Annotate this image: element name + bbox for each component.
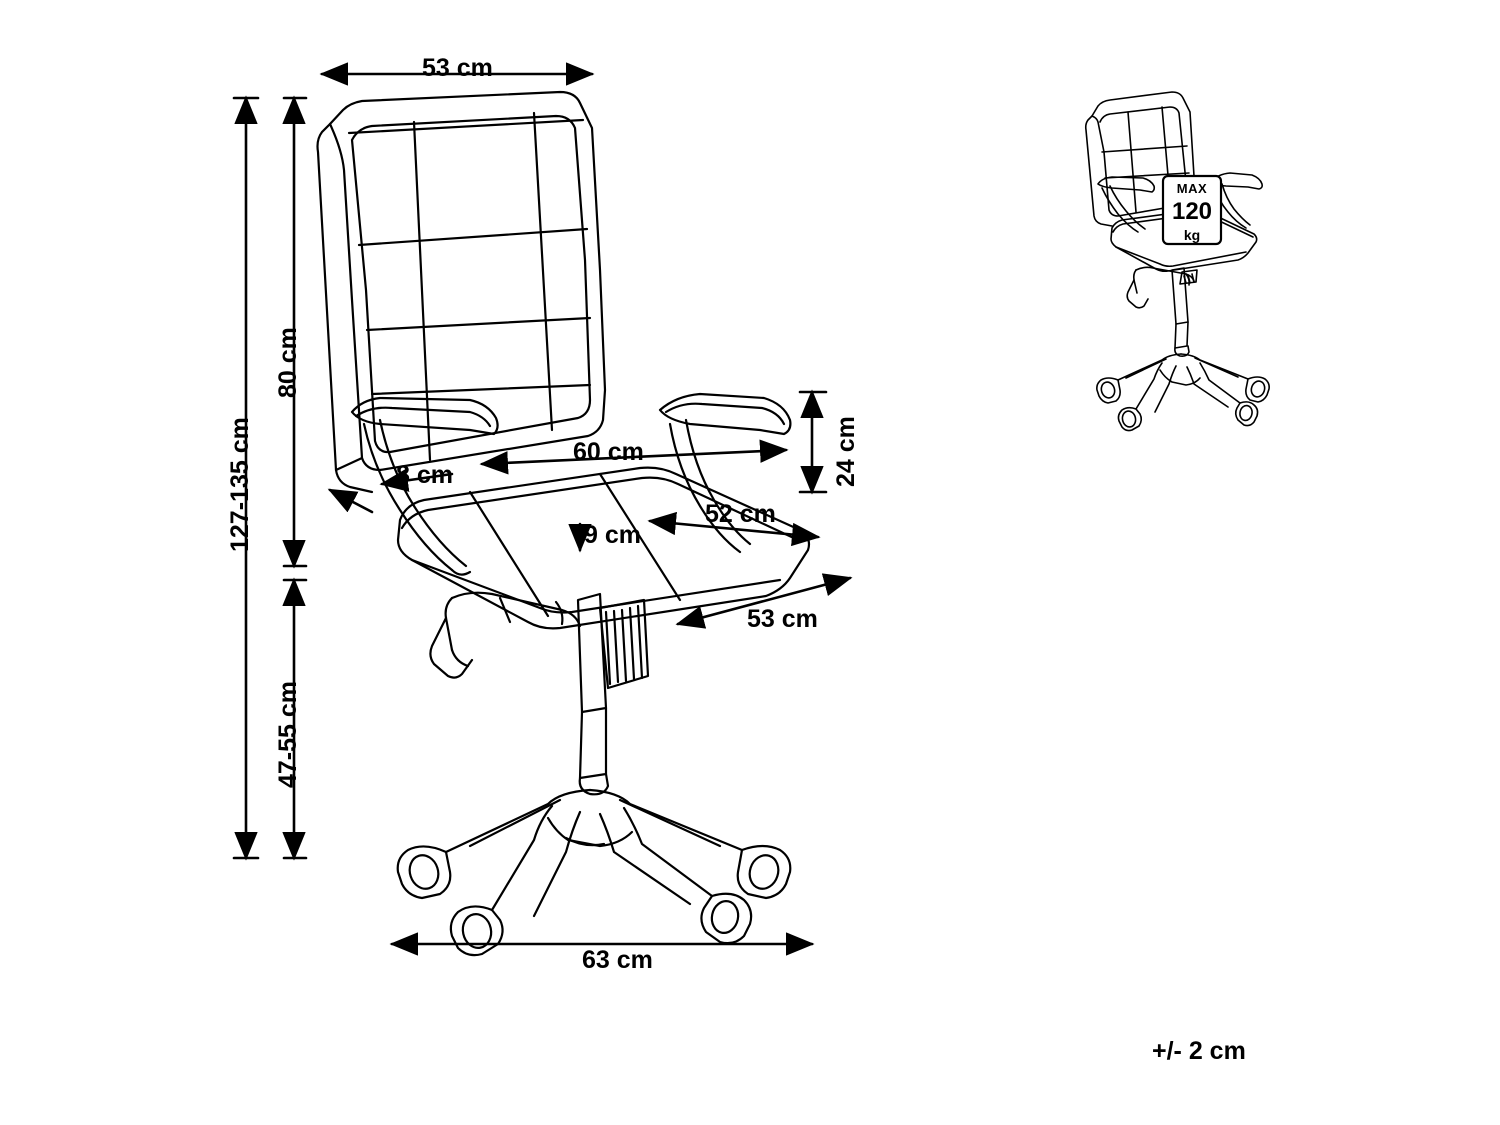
dimension-label-seat-width: 52 cm (705, 500, 776, 528)
max-load-value: 120 (1171, 198, 1213, 225)
dimension-label-seat-height: 47-55 cm (274, 680, 302, 788)
dimension-label-backrest-height: 80 cm (274, 327, 302, 398)
dimension-label-total-height: 127-135 cm (226, 417, 254, 552)
tolerance-note: +/- 2 cm (1152, 1037, 1246, 1065)
max-load-unit: kg (1183, 227, 1201, 243)
max-load-label: MAX (1176, 181, 1208, 196)
max-load-badge (1163, 182, 1221, 242)
dimension-label-seat-thickness: 9 cm (584, 521, 641, 549)
dimension-label-armrest-height: 24 cm (832, 416, 860, 487)
dimension-label-armrest-span: 60 cm (573, 438, 644, 466)
dimension-label-armrest-pad-width: 8 cm (396, 461, 453, 489)
dimension-label-base-width: 63 cm (582, 946, 653, 974)
dimension-label-backrest-width: 53 cm (422, 54, 493, 82)
dimension-label-seat-depth: 53 cm (747, 605, 818, 633)
